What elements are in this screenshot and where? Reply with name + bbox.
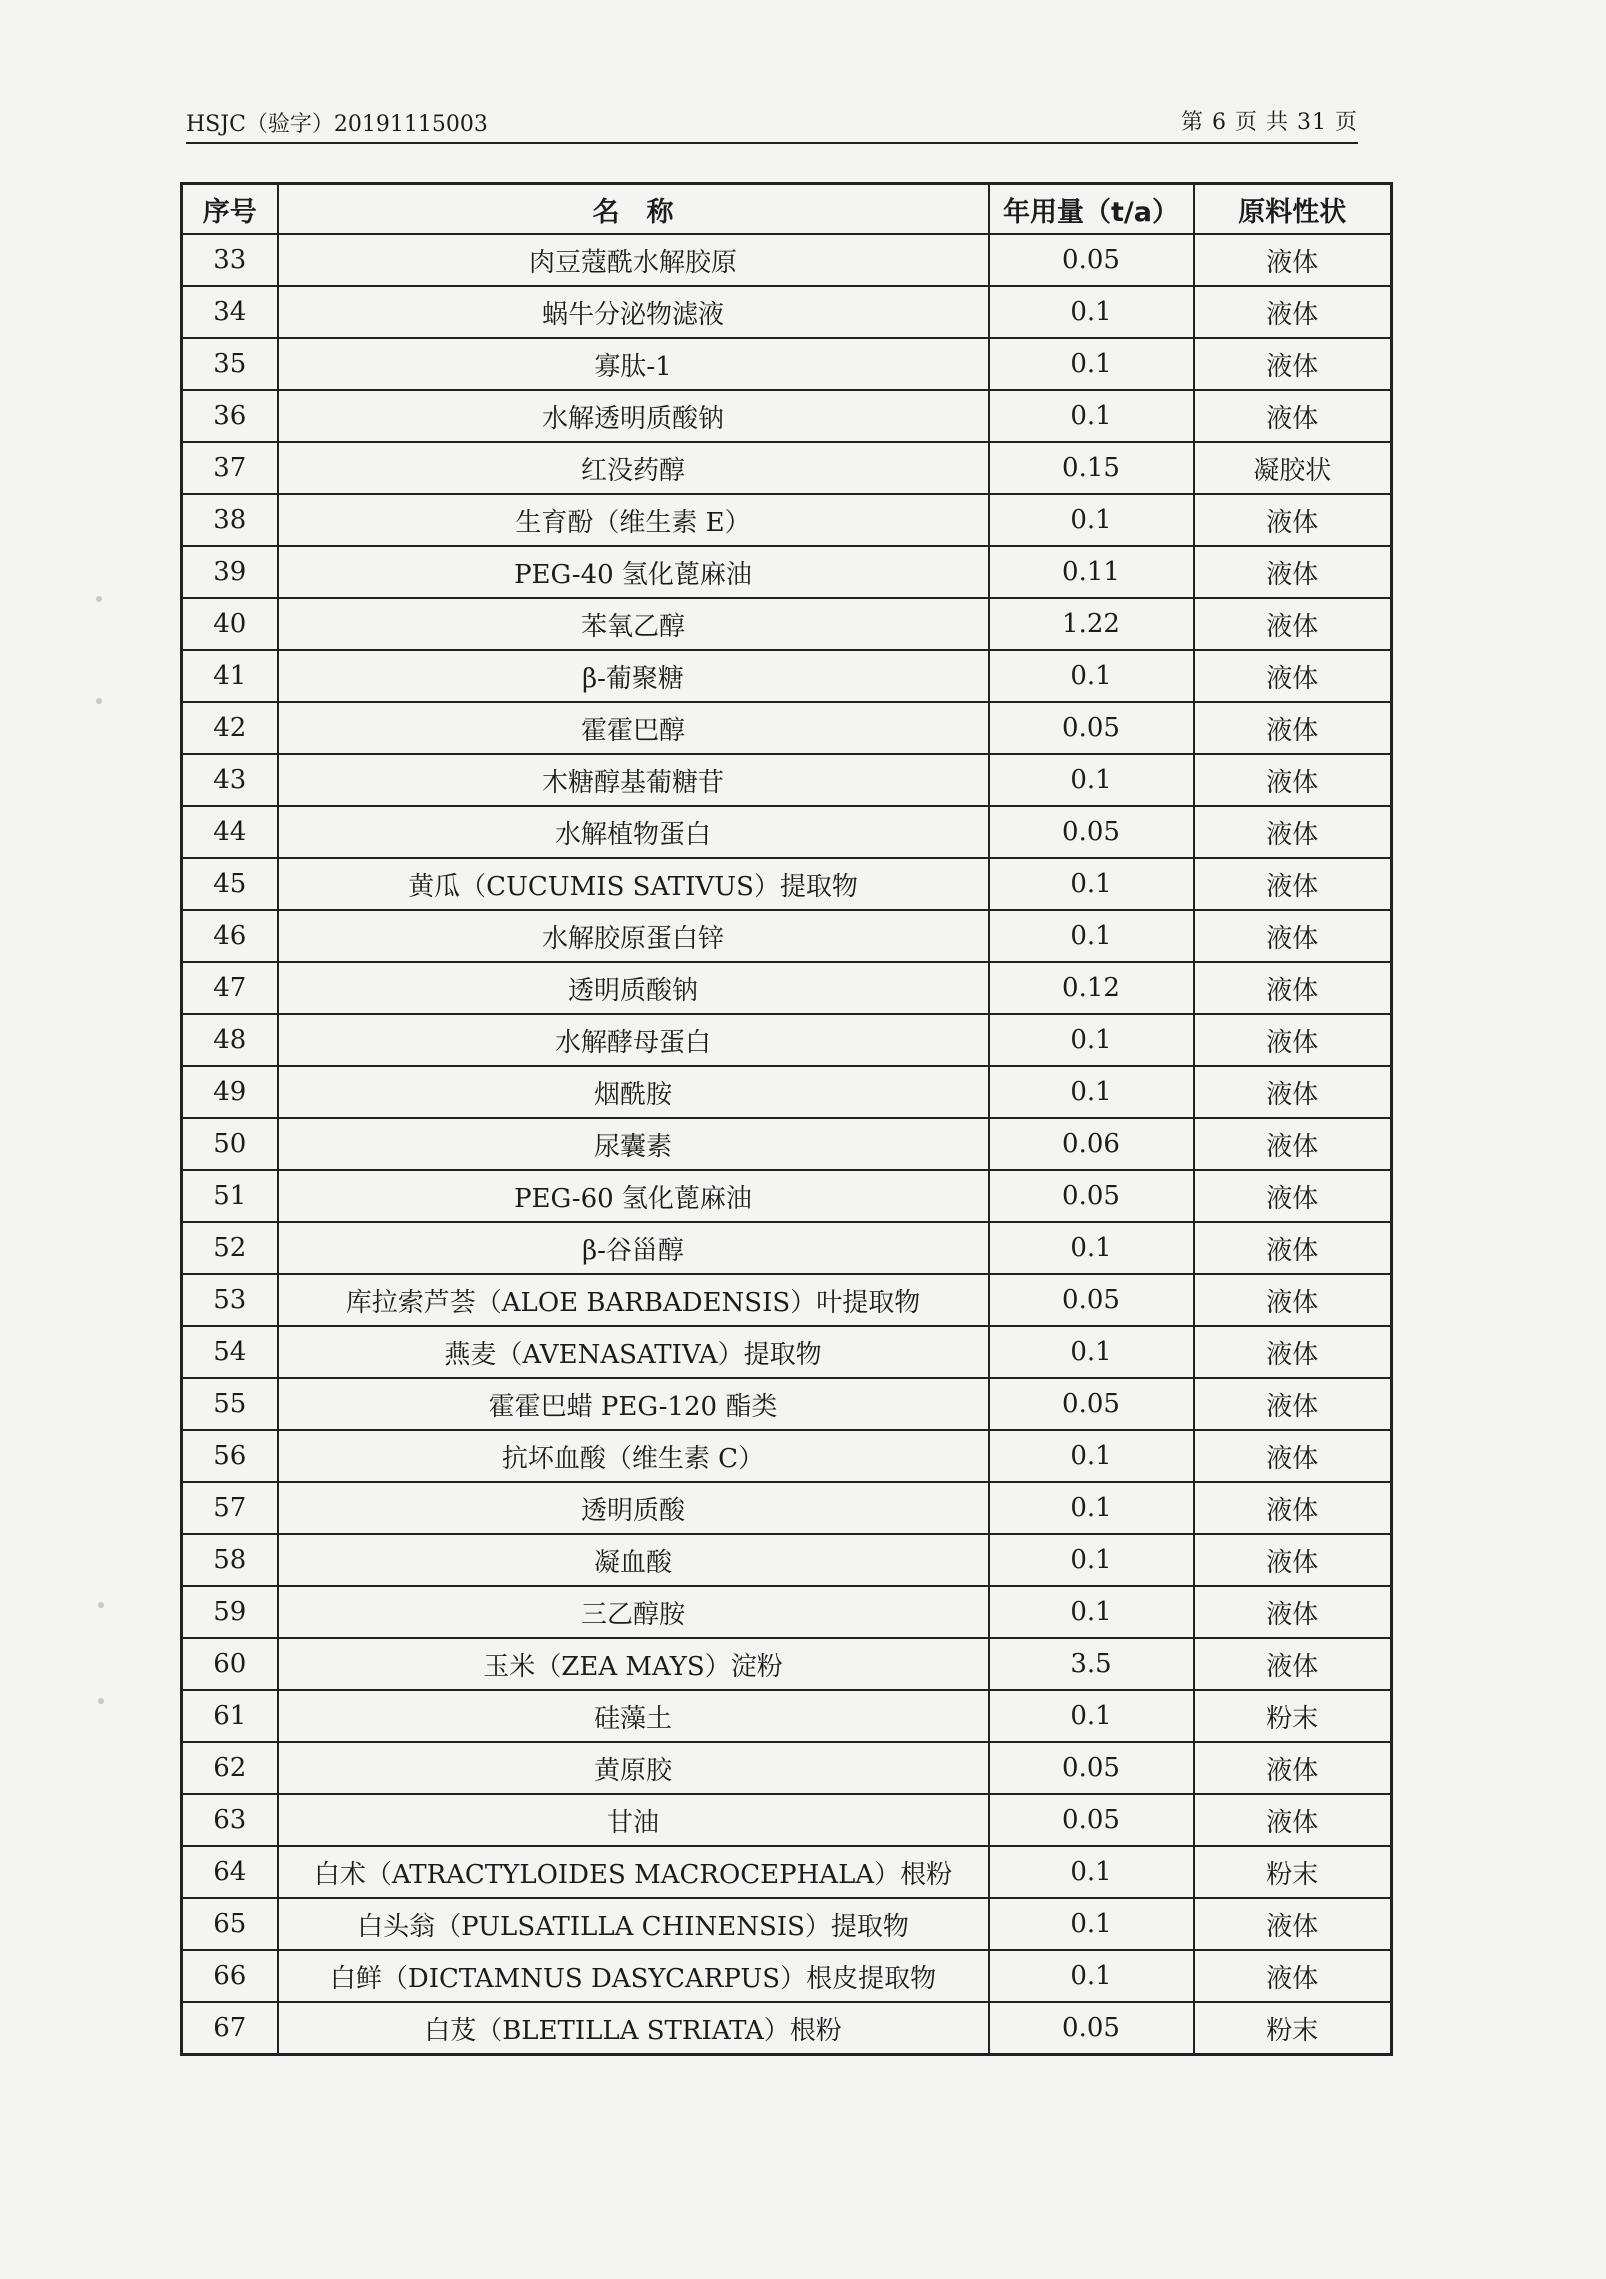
material-form: 粉末 bbox=[1194, 2002, 1392, 2055]
table-row bbox=[182, 962, 1392, 1014]
scan-speck bbox=[98, 1698, 104, 1704]
annual-usage: 0.1 bbox=[989, 338, 1194, 390]
table-row bbox=[182, 702, 1392, 754]
report-number: HSJC（验字）20191115003 bbox=[186, 112, 488, 137]
table-row bbox=[182, 1014, 1392, 1066]
material-name: 尿囊素 bbox=[278, 1118, 989, 1170]
table-row bbox=[182, 494, 1392, 546]
row-index: 59 bbox=[182, 1586, 278, 1638]
annual-usage: 0.1 bbox=[989, 1066, 1194, 1118]
annual-usage: 0.1 bbox=[989, 1222, 1194, 1274]
table-row bbox=[182, 1482, 1392, 1534]
material-name: 白术（ATRACTYLOIDES MACROCEPHALA）根粉 bbox=[278, 1846, 989, 1898]
table-row bbox=[182, 286, 1392, 338]
col-header-annual-usage: 年用量（t/a） bbox=[989, 184, 1194, 235]
material-form: 液体 bbox=[1194, 1534, 1392, 1586]
row-index: 58 bbox=[182, 1534, 278, 1586]
material-form: 液体 bbox=[1194, 1430, 1392, 1482]
row-index: 36 bbox=[182, 390, 278, 442]
material-name: 肉豆蔻酰水解胶原 bbox=[278, 234, 989, 286]
row-index: 66 bbox=[182, 1950, 278, 2002]
annual-usage: 0.1 bbox=[989, 858, 1194, 910]
annual-usage: 0.1 bbox=[989, 1586, 1194, 1638]
material-name: 水解透明质酸钠 bbox=[278, 390, 989, 442]
table-row bbox=[182, 1378, 1392, 1430]
material-form: 液体 bbox=[1194, 234, 1392, 286]
material-name: 水解胶原蛋白锌 bbox=[278, 910, 989, 962]
page-number: 第 6 页 共 31 页 bbox=[1181, 110, 1358, 135]
material-name: 透明质酸 bbox=[278, 1482, 989, 1534]
row-index: 57 bbox=[182, 1482, 278, 1534]
annual-usage: 0.05 bbox=[989, 1794, 1194, 1846]
material-form: 液体 bbox=[1194, 494, 1392, 546]
annual-usage: 1.22 bbox=[989, 598, 1194, 650]
annual-usage: 0.1 bbox=[989, 754, 1194, 806]
annual-usage: 0.1 bbox=[989, 1950, 1194, 2002]
material-form: 液体 bbox=[1194, 1898, 1392, 1950]
annual-usage: 0.15 bbox=[989, 442, 1194, 494]
row-index: 64 bbox=[182, 1846, 278, 1898]
row-index: 49 bbox=[182, 1066, 278, 1118]
table-row bbox=[182, 1534, 1392, 1586]
annual-usage: 0.05 bbox=[989, 234, 1194, 286]
material-form: 液体 bbox=[1194, 1170, 1392, 1222]
material-name: 白芨（BLETILLA STRIATA）根粉 bbox=[278, 2002, 989, 2055]
material-name: 甘油 bbox=[278, 1794, 989, 1846]
material-form: 液体 bbox=[1194, 1950, 1392, 2002]
annual-usage: 0.1 bbox=[989, 1690, 1194, 1742]
table-row bbox=[182, 1690, 1392, 1742]
material-name: 烟酰胺 bbox=[278, 1066, 989, 1118]
material-name: 水解酵母蛋白 bbox=[278, 1014, 989, 1066]
raw-materials-table bbox=[180, 182, 1393, 2056]
material-form: 液体 bbox=[1194, 1118, 1392, 1170]
row-index: 38 bbox=[182, 494, 278, 546]
table-row bbox=[182, 1430, 1392, 1482]
table-row bbox=[182, 338, 1392, 390]
material-form: 液体 bbox=[1194, 702, 1392, 754]
table-row bbox=[182, 910, 1392, 962]
material-form: 粉末 bbox=[1194, 1690, 1392, 1742]
row-index: 47 bbox=[182, 962, 278, 1014]
material-form: 液体 bbox=[1194, 286, 1392, 338]
table-row bbox=[182, 858, 1392, 910]
table-row bbox=[182, 1066, 1392, 1118]
row-index: 65 bbox=[182, 1898, 278, 1950]
annual-usage: 0.1 bbox=[989, 1014, 1194, 1066]
annual-usage: 0.05 bbox=[989, 1274, 1194, 1326]
annual-usage: 0.1 bbox=[989, 1430, 1194, 1482]
annual-usage: 0.1 bbox=[989, 650, 1194, 702]
annual-usage: 0.1 bbox=[989, 390, 1194, 442]
row-index: 54 bbox=[182, 1326, 278, 1378]
annual-usage: 0.05 bbox=[989, 1170, 1194, 1222]
material-form: 液体 bbox=[1194, 806, 1392, 858]
scan-speck bbox=[96, 596, 102, 602]
table-row bbox=[182, 2002, 1392, 2055]
material-form: 液体 bbox=[1194, 962, 1392, 1014]
material-form: 液体 bbox=[1194, 1014, 1392, 1066]
annual-usage: 0.1 bbox=[989, 910, 1194, 962]
col-header-material-form: 原料性状 bbox=[1194, 184, 1392, 235]
material-name: 黄原胶 bbox=[278, 1742, 989, 1794]
page-header bbox=[186, 108, 1358, 144]
table-row bbox=[182, 754, 1392, 806]
table-row bbox=[182, 546, 1392, 598]
table-row bbox=[182, 1898, 1392, 1950]
table-row bbox=[182, 442, 1392, 494]
material-form: 液体 bbox=[1194, 390, 1392, 442]
material-name: 木糖醇基葡糖苷 bbox=[278, 754, 989, 806]
row-index: 63 bbox=[182, 1794, 278, 1846]
annual-usage: 0.11 bbox=[989, 546, 1194, 598]
material-name: 库拉索芦荟（ALOE BARBADENSIS）叶提取物 bbox=[278, 1274, 989, 1326]
table-row bbox=[182, 1586, 1392, 1638]
annual-usage: 0.1 bbox=[989, 1898, 1194, 1950]
annual-usage: 0.05 bbox=[989, 806, 1194, 858]
annual-usage: 0.05 bbox=[989, 2002, 1194, 2055]
table-row bbox=[182, 1950, 1392, 2002]
annual-usage: 0.1 bbox=[989, 286, 1194, 338]
table-row bbox=[182, 1846, 1392, 1898]
row-index: 41 bbox=[182, 650, 278, 702]
material-name: 玉米（ZEA MAYS）淀粉 bbox=[278, 1638, 989, 1690]
table-row bbox=[182, 1326, 1392, 1378]
row-index: 33 bbox=[182, 234, 278, 286]
row-index: 42 bbox=[182, 702, 278, 754]
material-form: 液体 bbox=[1194, 1794, 1392, 1846]
material-form: 液体 bbox=[1194, 338, 1392, 390]
material-name: 红没药醇 bbox=[278, 442, 989, 494]
row-index: 34 bbox=[182, 286, 278, 338]
row-index: 45 bbox=[182, 858, 278, 910]
material-name: 凝血酸 bbox=[278, 1534, 989, 1586]
material-name: 霍霍巴蜡 PEG-120 酯类 bbox=[278, 1378, 989, 1430]
material-form: 液体 bbox=[1194, 1742, 1392, 1794]
row-index: 40 bbox=[182, 598, 278, 650]
annual-usage: 0.05 bbox=[989, 702, 1194, 754]
material-name: 生育酚（维生素 E） bbox=[278, 494, 989, 546]
table-row bbox=[182, 390, 1392, 442]
table-row bbox=[182, 1118, 1392, 1170]
table-row bbox=[182, 1794, 1392, 1846]
annual-usage: 0.05 bbox=[989, 1742, 1194, 1794]
material-name: 抗坏血酸（维生素 C） bbox=[278, 1430, 989, 1482]
material-name: β-葡聚糖 bbox=[278, 650, 989, 702]
material-name: 白头翁（PULSATILLA CHINENSIS）提取物 bbox=[278, 1898, 989, 1950]
material-name: 三乙醇胺 bbox=[278, 1586, 989, 1638]
scan-speck bbox=[96, 698, 102, 704]
annual-usage: 0.05 bbox=[989, 1378, 1194, 1430]
annual-usage: 0.1 bbox=[989, 1534, 1194, 1586]
material-name: 蜗牛分泌物滤液 bbox=[278, 286, 989, 338]
material-form: 液体 bbox=[1194, 1638, 1392, 1690]
row-index: 51 bbox=[182, 1170, 278, 1222]
material-form: 液体 bbox=[1194, 1222, 1392, 1274]
row-index: 50 bbox=[182, 1118, 278, 1170]
table-row bbox=[182, 234, 1392, 286]
material-form: 液体 bbox=[1194, 1482, 1392, 1534]
col-header-name: 名 称 bbox=[278, 184, 989, 235]
row-index: 62 bbox=[182, 1742, 278, 1794]
row-index: 55 bbox=[182, 1378, 278, 1430]
material-form: 液体 bbox=[1194, 598, 1392, 650]
row-index: 48 bbox=[182, 1014, 278, 1066]
material-name: 燕麦（AVENASATIVA）提取物 bbox=[278, 1326, 989, 1378]
material-name: 水解植物蛋白 bbox=[278, 806, 989, 858]
annual-usage: 0.1 bbox=[989, 1846, 1194, 1898]
material-name: 苯氧乙醇 bbox=[278, 598, 989, 650]
annual-usage: 0.1 bbox=[989, 1482, 1194, 1534]
row-index: 56 bbox=[182, 1430, 278, 1482]
table-row bbox=[182, 650, 1392, 702]
row-index: 60 bbox=[182, 1638, 278, 1690]
row-index: 37 bbox=[182, 442, 278, 494]
table-row bbox=[182, 1170, 1392, 1222]
row-index: 44 bbox=[182, 806, 278, 858]
table-row bbox=[182, 598, 1392, 650]
material-name: 霍霍巴醇 bbox=[278, 702, 989, 754]
material-form: 液体 bbox=[1194, 1586, 1392, 1638]
table-row bbox=[182, 1742, 1392, 1794]
row-index: 52 bbox=[182, 1222, 278, 1274]
annual-usage: 0.06 bbox=[989, 1118, 1194, 1170]
material-name: 白鲜（DICTAMNUS DASYCARPUS）根皮提取物 bbox=[278, 1950, 989, 2002]
material-form: 液体 bbox=[1194, 1326, 1392, 1378]
col-header-index: 序号 bbox=[182, 184, 278, 235]
row-index: 53 bbox=[182, 1274, 278, 1326]
annual-usage: 0.1 bbox=[989, 494, 1194, 546]
material-form: 凝胶状 bbox=[1194, 442, 1392, 494]
material-form: 液体 bbox=[1194, 910, 1392, 962]
material-name: 硅藻土 bbox=[278, 1690, 989, 1742]
table-row bbox=[182, 1638, 1392, 1690]
row-index: 67 bbox=[182, 2002, 278, 2055]
material-form: 液体 bbox=[1194, 1378, 1392, 1430]
material-form: 液体 bbox=[1194, 1066, 1392, 1118]
table-row bbox=[182, 1222, 1392, 1274]
material-form: 液体 bbox=[1194, 754, 1392, 806]
material-name: 透明质酸钠 bbox=[278, 962, 989, 1014]
material-name: β-谷甾醇 bbox=[278, 1222, 989, 1274]
table-row bbox=[182, 1274, 1392, 1326]
row-index: 61 bbox=[182, 1690, 278, 1742]
table-header-row bbox=[182, 184, 1392, 235]
row-index: 35 bbox=[182, 338, 278, 390]
row-index: 43 bbox=[182, 754, 278, 806]
annual-usage: 3.5 bbox=[989, 1638, 1194, 1690]
table-row bbox=[182, 806, 1392, 858]
material-form: 液体 bbox=[1194, 1274, 1392, 1326]
material-form: 液体 bbox=[1194, 858, 1392, 910]
material-form: 液体 bbox=[1194, 546, 1392, 598]
annual-usage: 0.1 bbox=[989, 1326, 1194, 1378]
material-name: 寡肽-1 bbox=[278, 338, 989, 390]
material-name: 黄瓜（CUCUMIS SATIVUS）提取物 bbox=[278, 858, 989, 910]
scan-speck bbox=[98, 1602, 104, 1608]
material-name: PEG-40 氢化蓖麻油 bbox=[278, 546, 989, 598]
annual-usage: 0.12 bbox=[989, 962, 1194, 1014]
material-form: 粉末 bbox=[1194, 1846, 1392, 1898]
row-index: 39 bbox=[182, 546, 278, 598]
material-name: PEG-60 氢化蓖麻油 bbox=[278, 1170, 989, 1222]
material-form: 液体 bbox=[1194, 650, 1392, 702]
row-index: 46 bbox=[182, 910, 278, 962]
